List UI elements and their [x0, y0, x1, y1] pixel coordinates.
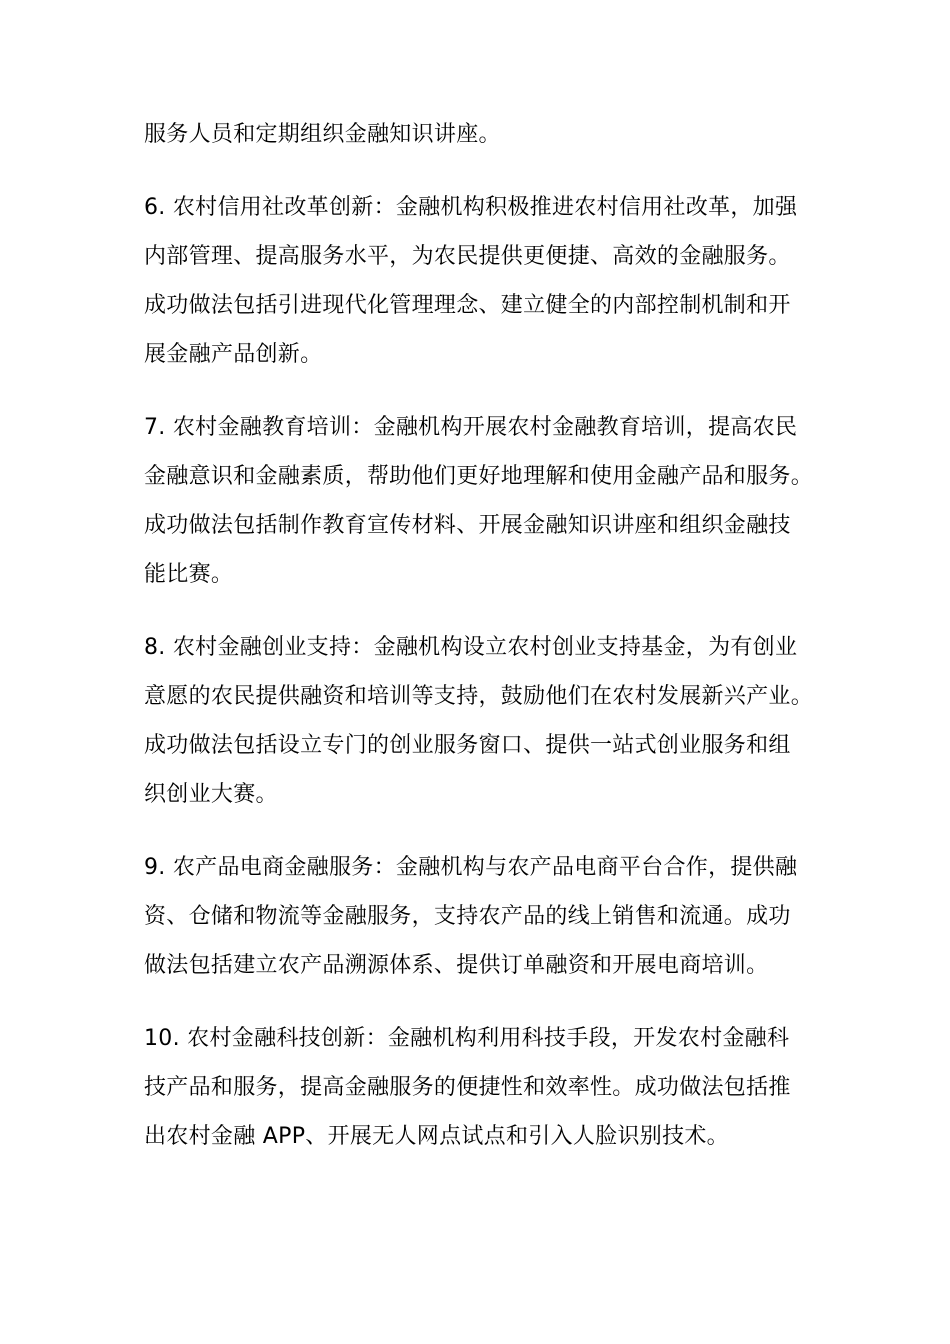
- item-paragraph: [144, 403, 824, 599]
- continuation-paragraph: [144, 110, 824, 159]
- paragraph-line: 服务人员和定期组织金融知识讲座。: [144, 122, 501, 147]
- list-item-6: [144, 183, 824, 379]
- paragraph-line: 成功做法包括设立专门的创业服务窗口、提供一站式创业服务和组: [144, 733, 791, 758]
- paragraph-line: 6. 农村信用社改革创新：金融机构积极推进农村信用社改革，加强: [144, 195, 798, 220]
- paragraph-line: 出农村金融 APP、开展无人网点试点和引入人脸识别技术。: [144, 1124, 729, 1149]
- paragraph-line: 7. 农村金融教育培训：金融机构开展农村金融教育培训，提高农民: [144, 415, 798, 440]
- paragraph-line: 织创业大赛。: [144, 782, 278, 807]
- item-paragraph: [144, 1014, 824, 1161]
- list-item-10: [144, 1014, 824, 1161]
- list-item-7: [144, 403, 824, 599]
- item-paragraph: [144, 183, 824, 379]
- paragraph-line: 意愿的农民提供融资和培训等支持，鼓励他们在农村发展新兴产业。: [144, 684, 814, 709]
- document-page: [144, 110, 824, 1185]
- paragraph-line: 金融意识和金融素质，帮助他们更好地理解和使用金融产品和服务。: [144, 464, 814, 489]
- paragraph-line: 技产品和服务，提高金融服务的便捷性和效率性。成功做法包括推: [144, 1075, 791, 1100]
- paragraph-line: 成功做法包括制作教育宣传材料、开展金融知识讲座和组织金融技: [144, 513, 791, 538]
- paragraph-line: 9. 农产品电商金融服务：金融机构与农产品电商平台合作，提供融: [144, 855, 798, 880]
- paragraph-line: 资、仓储和物流等金融服务，支持农产品的线上销售和流通。成功: [144, 904, 791, 929]
- paragraph-line: 展金融产品创新。: [144, 342, 323, 367]
- paragraph-line: 做法包括建立农产品溯源体系、提供订单融资和开展电商培训。: [144, 953, 769, 978]
- item-paragraph: [144, 623, 824, 819]
- list-item-9: [144, 843, 824, 990]
- item-paragraph: [144, 843, 824, 990]
- list-item-8: [144, 623, 824, 819]
- paragraph-line: 能比赛。: [144, 562, 234, 587]
- paragraph-line: 10. 农村金融科技创新：金融机构利用科技手段，开发农村金融科: [144, 1026, 790, 1051]
- paragraph-line: 内部管理、提高服务水平，为农民提供更便捷、高效的金融服务。: [144, 244, 791, 269]
- paragraph-line: 成功做法包括引进现代化管理理念、建立健全的内部控制机制和开: [144, 293, 791, 318]
- paragraph-line: 8. 农村金融创业支持：金融机构设立农村创业支持基金，为有创业: [144, 635, 798, 660]
